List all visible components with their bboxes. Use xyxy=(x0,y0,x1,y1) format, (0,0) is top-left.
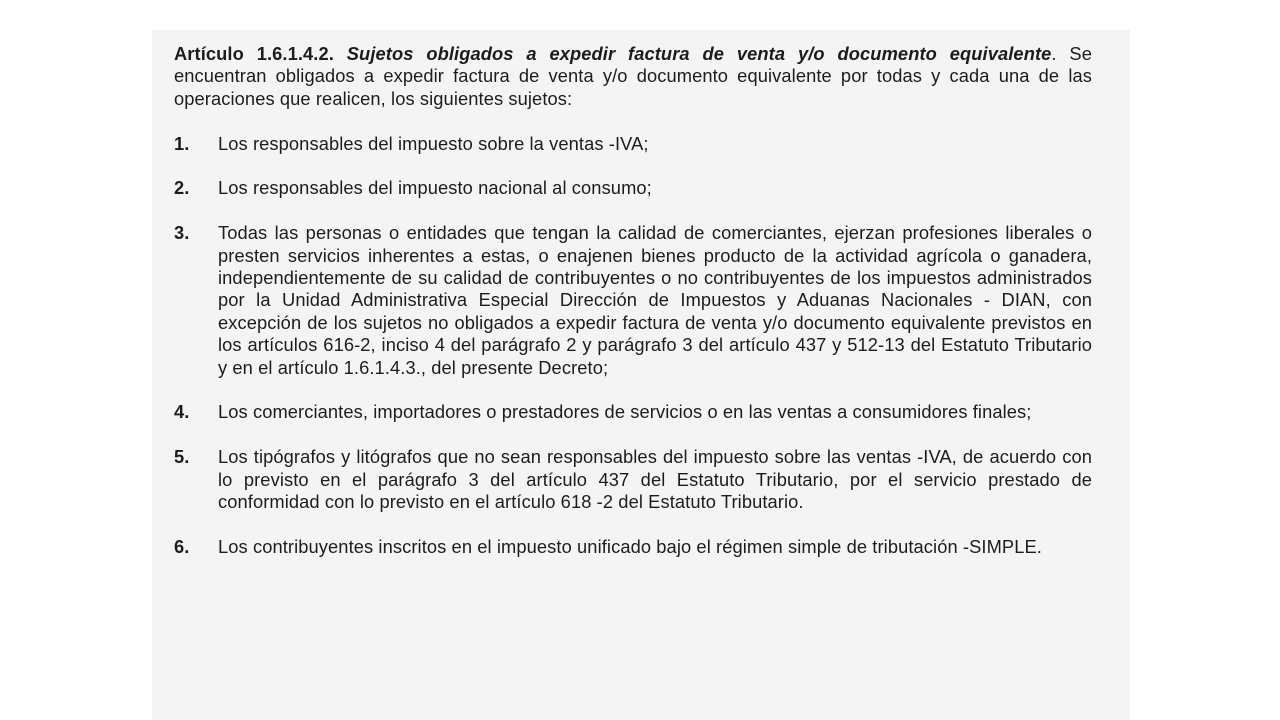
list-item xyxy=(174,401,1092,423)
list-item-text: Los responsables del impuesto nacional al consumo; xyxy=(218,177,652,199)
list-item xyxy=(174,177,1092,199)
article-intro: . Se encuentran obligados a expedir factura de venta y/o documento equivalente por todas y cada una de las operaciones que realicen, los siguientes sujetos: xyxy=(174,43,1092,109)
list-item-text: Los contribuyentes inscritos en el impuesto unificado bajo el régimen simple de tributación -SIMPLE. xyxy=(218,535,1042,557)
list-item-text: Los responsables del impuesto sobre la ventas -IVA; xyxy=(218,132,649,154)
article-heading-paragraph xyxy=(174,43,1092,110)
list-item-number: 6. xyxy=(174,535,190,557)
article-title: Sujetos obligados a expedir factura de venta y/o documento equivalente xyxy=(346,43,1052,64)
list-item-number: 1. xyxy=(174,132,190,154)
list-item-number: 3. xyxy=(174,222,190,244)
list-item xyxy=(174,446,1092,513)
list-item-number: 5. xyxy=(174,446,190,468)
list-item xyxy=(174,222,1092,379)
list-item-text: Todas las personas o entidades que tengan la calidad de comerciantes, ejerzan profesiones liberales o presten servicios inherentes a estas, o enajenen bienes producto de la actividad agrícola o ganadera, independientemente de su calidad de contribuyentes o no contribuyentes de los impuestos administrados por la Unidad Administrativa Especial Dirección de Impuestos y Aduanas Nacionales - DIAN, con excepción de los sujetos no obligados a expedir factura de venta y/o documento equivalente previstos en los artículos 616-2, inciso 4 del parágrafo 2 y parágrafo 3 del artículo 437 y 512-13 del Estatuto Tributario y en el artículo 1.6.1.4.3., del presente Decreto; xyxy=(218,222,1092,378)
article-number: Artículo 1.6.1.4.2. xyxy=(174,43,334,64)
list-item xyxy=(174,133,1092,155)
list-item-text: Los tipógrafos y litógrafos que no sean responsables del impuesto sobre las ventas -IVA, de acuerdo con lo previsto en el parágrafo 3 del artículo 437 del Estatuto Tributario, por el servicio prestado de conformidad con lo previsto en el artículo 618 -2 del Estatuto Tributario. xyxy=(218,446,1092,513)
document-text xyxy=(174,43,1092,558)
obligated-subjects-list xyxy=(174,133,1092,559)
list-item-number: 2. xyxy=(174,177,190,199)
list-item xyxy=(174,536,1092,558)
list-item-text: Los comerciantes, importadores o prestadores de servicios o en las ventas a consumidores finales; xyxy=(218,401,1032,423)
list-item-number: 4. xyxy=(174,401,190,423)
